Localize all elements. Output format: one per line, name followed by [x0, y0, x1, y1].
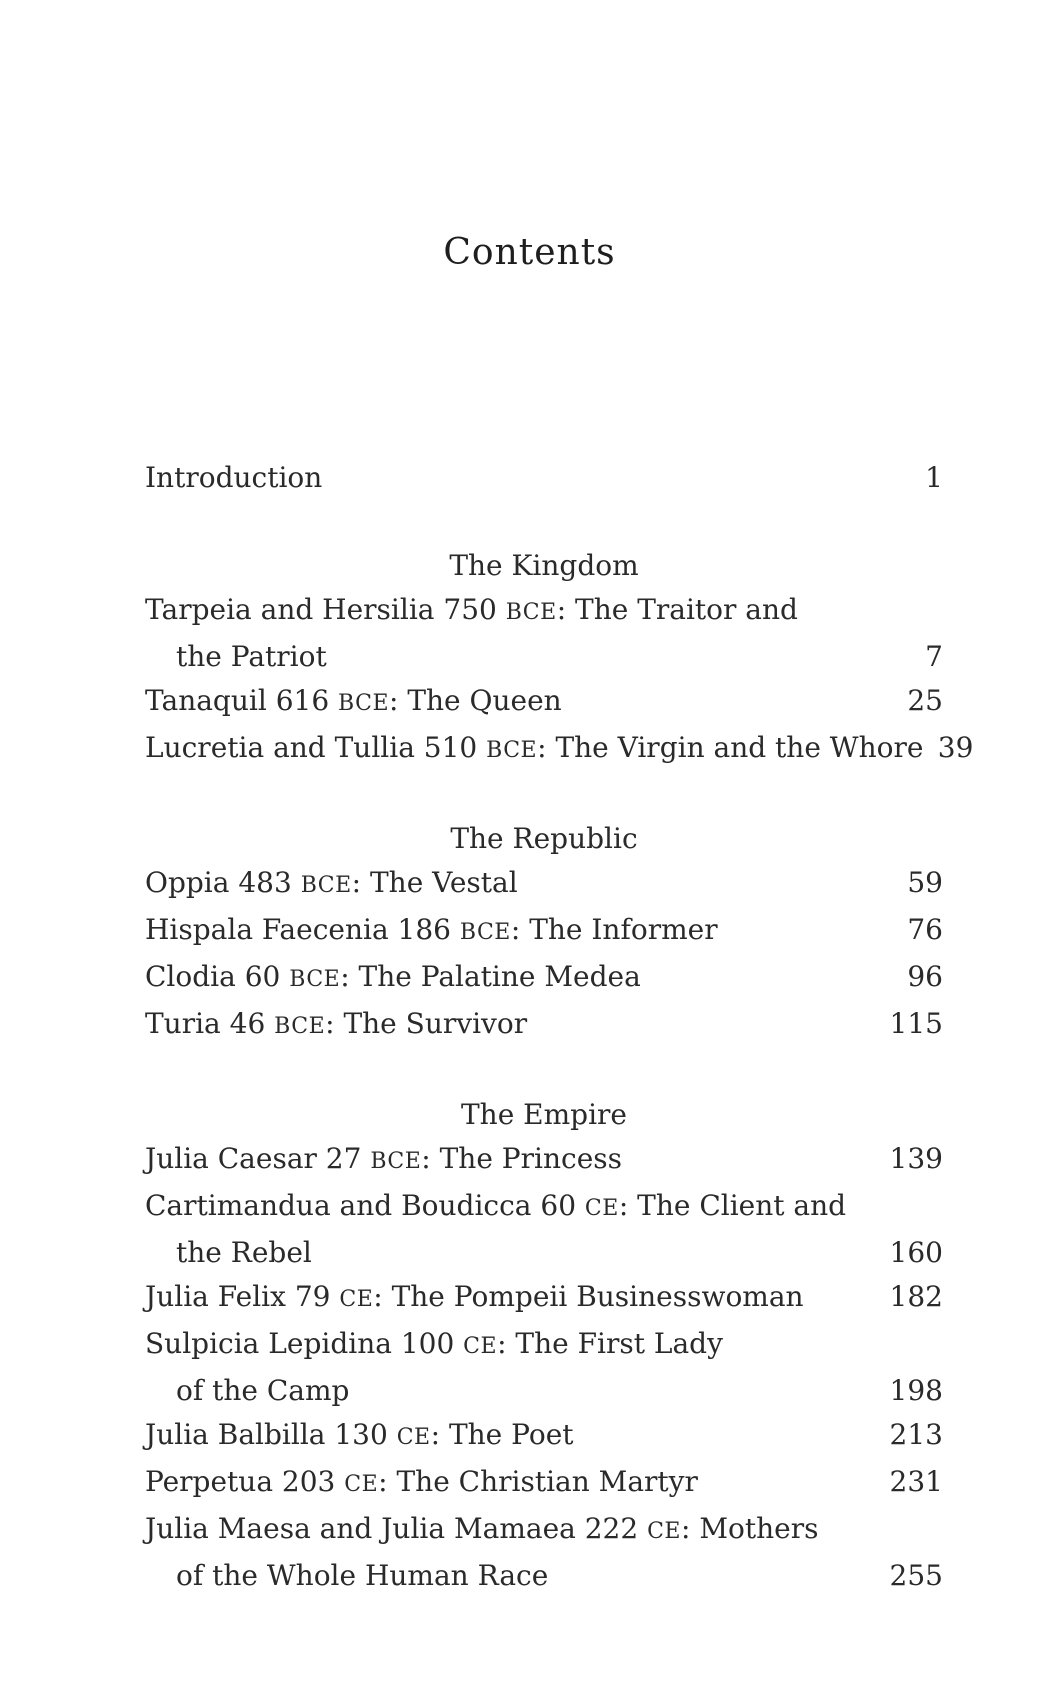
entry-title — [145, 588, 798, 635]
entry-page-number: 96 — [907, 960, 943, 993]
toc-entry — [145, 1275, 943, 1322]
entry-era: CE — [463, 1334, 498, 1359]
entry-page-number: 7 — [925, 640, 943, 673]
toc-entry — [145, 1460, 943, 1507]
entry-title-prefix: Julia Balbilla 130 — [145, 1418, 397, 1451]
entry-page-number: 231 — [889, 1465, 943, 1498]
section-heading: The Empire — [460, 1098, 627, 1131]
section-heading: The Republic — [450, 822, 638, 855]
entry-title-rest: : The Vestal — [351, 866, 518, 899]
toc-entry-introduction — [145, 456, 943, 500]
entry-title — [145, 1184, 846, 1231]
entry-era: BCE — [505, 600, 557, 625]
toc-entry — [145, 588, 943, 679]
toc-entry — [145, 1184, 943, 1275]
entry-title — [145, 1507, 818, 1554]
toc-entry — [145, 955, 943, 1002]
table-of-contents — [145, 456, 974, 1598]
toc-sections — [145, 544, 974, 1598]
entry-title-rest: : The Traitor and — [556, 593, 798, 626]
toc-entry — [145, 1413, 943, 1460]
entry-era: CE — [584, 1196, 619, 1221]
entry-page-number: 139 — [889, 1142, 943, 1175]
entry-title-prefix: Perpetua 203 — [145, 1465, 345, 1498]
entry-page-number: 255 — [889, 1559, 943, 1592]
entry-page-number: 76 — [907, 913, 943, 946]
toc-entry — [145, 1137, 943, 1184]
entry-title-rest: : The Pompeii Businesswoman — [373, 1280, 804, 1313]
entry-title-rest: : The Queen — [389, 684, 562, 717]
entry-title-prefix: Hispala Faecenia 186 — [145, 913, 460, 946]
entry-title-rest: : The Client and — [618, 1189, 847, 1222]
toc-entry — [145, 1507, 943, 1598]
entry-page-number: 59 — [907, 866, 943, 899]
entry-title — [145, 1413, 574, 1460]
entry-era: BCE — [459, 920, 511, 945]
entry-title-prefix: Sulpicia Lepidina 100 — [145, 1327, 464, 1360]
entry-title — [145, 1460, 698, 1507]
entry-page-number: 1 — [925, 461, 943, 494]
entry-era: BCE — [338, 691, 390, 716]
entry-title — [145, 726, 923, 773]
entry-title-rest: : The Princess — [421, 1142, 623, 1175]
page-title: Contents — [443, 232, 616, 273]
entry-title — [145, 861, 518, 908]
entry-title — [145, 679, 562, 726]
entry-title-prefix: Cartimandua and Boudicca 60 — [145, 1189, 585, 1222]
entry-title-rest: : The Virgin and the Whore — [537, 731, 924, 764]
entry-era: CE — [396, 1425, 431, 1450]
entry-title — [145, 1322, 723, 1369]
entry-title-rest: : The Palatine Medea — [340, 960, 641, 993]
entry-era: CE — [339, 1287, 374, 1312]
entry-title-prefix: Turia 46 — [145, 1007, 275, 1040]
entry-title — [145, 1275, 804, 1322]
entry-title-prefix: Clodia 60 — [145, 960, 290, 993]
entry-title-rest: : The Informer — [510, 913, 718, 946]
toc-entry — [145, 908, 943, 955]
entry-era: BCE — [370, 1149, 422, 1174]
entry-title-prefix: Julia Felix 79 — [145, 1280, 340, 1313]
entry-title-rest: : The Christian Martyr — [378, 1465, 698, 1498]
entry-title-prefix: Lucretia and Tullia 510 — [145, 731, 487, 764]
entry-title-rest: : The First Lady — [497, 1327, 723, 1360]
toc-entry — [145, 1322, 943, 1413]
entry-title-continuation: the Patriot — [176, 640, 327, 673]
entry-page-number: 39 — [937, 731, 974, 764]
entry-title-prefix: Tanaquil 616 — [145, 684, 339, 717]
entry-title-continuation: the Rebel — [176, 1236, 312, 1269]
entry-era: BCE — [289, 967, 341, 992]
entry-title-continuation: of the Camp — [176, 1374, 350, 1407]
entry-title-rest: : Mothers — [681, 1512, 819, 1545]
entry-title — [145, 1137, 622, 1184]
entry-title — [145, 908, 718, 955]
entry-era: BCE — [274, 1014, 326, 1039]
entry-title-prefix: Tarpeia and Hersilia 750 — [145, 593, 506, 626]
entry-title-continuation: of the Whole Human Race — [176, 1559, 549, 1592]
entry-title-rest: : The Poet — [430, 1418, 574, 1451]
entry-title-prefix: Julia Maesa and Julia Mamaea 222 — [145, 1512, 648, 1545]
entry-era: BCE — [300, 873, 352, 898]
toc-entry — [145, 861, 943, 908]
entry-title — [145, 955, 641, 1002]
entry-title: Introduction — [145, 461, 323, 494]
entry-page-number: 213 — [889, 1418, 943, 1451]
entry-page-number: 115 — [889, 1007, 943, 1040]
entry-title-prefix: Oppia 483 — [145, 866, 301, 899]
entry-page-number: 198 — [889, 1374, 943, 1407]
toc-entry — [145, 679, 943, 726]
entry-title-prefix: Julia Caesar 27 — [145, 1142, 371, 1175]
entry-era: BCE — [486, 738, 538, 763]
section-heading: The Kingdom — [449, 549, 639, 582]
toc-entry — [145, 726, 974, 773]
entry-era: CE — [647, 1519, 681, 1544]
entry-page-number: 160 — [889, 1236, 943, 1269]
entry-page-number: 182 — [889, 1280, 943, 1313]
entry-era: CE — [344, 1472, 379, 1497]
toc-entry — [145, 1002, 943, 1049]
entry-page-number: 25 — [907, 684, 943, 717]
entry-title-rest: : The Survivor — [325, 1007, 528, 1040]
entry-title — [145, 1002, 527, 1049]
